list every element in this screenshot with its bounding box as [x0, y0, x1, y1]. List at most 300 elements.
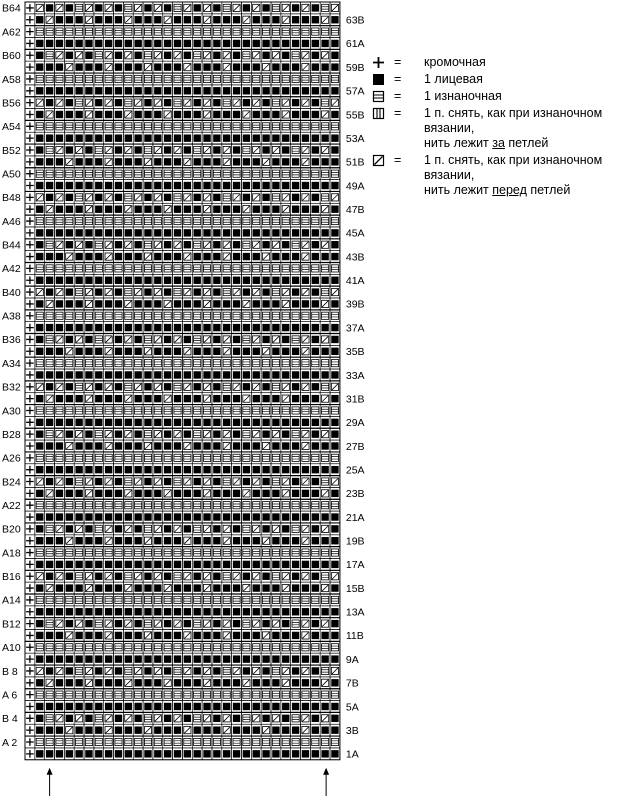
- purl-mark: [331, 217, 338, 224]
- purl-mark: [135, 407, 142, 414]
- knit-mark: [46, 561, 53, 568]
- purl-mark: [95, 407, 102, 414]
- knit-mark: [272, 40, 279, 47]
- purl-mark: [36, 502, 43, 509]
- knit-mark: [144, 561, 151, 568]
- purl-mark: [144, 525, 151, 532]
- knit-mark: [75, 395, 82, 402]
- purl-mark: [135, 360, 142, 367]
- knit-mark: [134, 241, 141, 248]
- knit-mark: [66, 490, 73, 497]
- knit-mark: [125, 608, 132, 615]
- knit-mark: [262, 182, 269, 189]
- purl-mark: [184, 738, 191, 745]
- purl-mark: [95, 620, 102, 627]
- purl-mark: [233, 549, 240, 556]
- knit-mark: [194, 371, 201, 378]
- knit-mark: [272, 703, 279, 710]
- purl-mark: [174, 549, 181, 556]
- knit-mark: [134, 111, 141, 118]
- knit-mark: [85, 182, 92, 189]
- knit-mark: [125, 703, 132, 710]
- purl-mark: [76, 360, 83, 367]
- purl-mark: [105, 407, 112, 414]
- knit-mark: [331, 490, 338, 497]
- purl-mark: [223, 123, 230, 130]
- purl-mark: [243, 691, 250, 698]
- purl-mark: [135, 549, 142, 556]
- knit-mark: [184, 241, 191, 248]
- purl-mark: [233, 691, 240, 698]
- knit-mark: [36, 750, 43, 757]
- knit-mark: [243, 703, 250, 710]
- purl-mark: [302, 170, 309, 177]
- purl-mark: [194, 123, 201, 130]
- knit-mark: [36, 336, 43, 343]
- knit-mark: [36, 715, 43, 722]
- knit-mark: [213, 466, 220, 473]
- knit-mark: [262, 395, 269, 402]
- knit-mark: [194, 40, 201, 47]
- knit-mark: [56, 206, 63, 213]
- knit-mark: [75, 371, 82, 378]
- knit-mark: [331, 134, 338, 141]
- knit-mark: [85, 513, 92, 520]
- knit-mark: [302, 182, 309, 189]
- purl-mark: [95, 52, 102, 59]
- knit-mark: [272, 277, 279, 284]
- knit-mark: [282, 430, 289, 437]
- knit-mark: [233, 40, 240, 47]
- knit-mark: [292, 206, 299, 213]
- knit-mark: [174, 348, 181, 355]
- knit-mark: [331, 525, 338, 532]
- knit-mark: [223, 608, 230, 615]
- purl-mark: [322, 644, 329, 651]
- purl-mark: [135, 312, 142, 319]
- knit-mark: [75, 63, 82, 70]
- knit-mark: [213, 99, 220, 106]
- knit-mark: [95, 288, 102, 295]
- purl-mark: [115, 312, 122, 319]
- knit-mark: [223, 703, 230, 710]
- purl-mark: [36, 123, 43, 130]
- purl-mark: [184, 360, 191, 367]
- knit-mark: [46, 348, 53, 355]
- knit-mark: [184, 703, 191, 710]
- knit-mark: [213, 348, 220, 355]
- knit-mark: [184, 513, 191, 520]
- knit-mark: [312, 383, 319, 390]
- purl-mark: [203, 502, 210, 509]
- knit-mark: [292, 726, 299, 733]
- knit-mark: [184, 655, 191, 662]
- knit-mark: [164, 336, 171, 343]
- knit-mark: [292, 679, 299, 686]
- knit-mark: [272, 16, 279, 23]
- purl-mark: [125, 667, 132, 674]
- knit-mark: [95, 632, 102, 639]
- purl-mark: [154, 644, 161, 651]
- knit-mark: [262, 620, 269, 627]
- purl-mark: [272, 288, 279, 295]
- knit-mark: [105, 608, 112, 615]
- knit-mark: [115, 241, 122, 248]
- knit-mark: [194, 111, 201, 118]
- knit-mark: [174, 466, 181, 473]
- purl-mark: [95, 360, 102, 367]
- knit-mark: [262, 478, 269, 485]
- knit-mark: [321, 726, 328, 733]
- knit-mark: [302, 324, 309, 331]
- knit-mark: [75, 277, 82, 284]
- knit-mark: [321, 182, 328, 189]
- purl-mark: [154, 360, 161, 367]
- knit-mark: [223, 750, 230, 757]
- knit-mark: [262, 99, 269, 106]
- purl-mark: [174, 75, 181, 82]
- knit-mark: [144, 87, 151, 94]
- knit-mark: [56, 16, 63, 23]
- purl-mark: [105, 691, 112, 698]
- knit-mark: [56, 703, 63, 710]
- knit-mark: [184, 490, 191, 497]
- knit-mark: [233, 525, 240, 532]
- purl-mark: [144, 360, 151, 367]
- purl-mark: [46, 241, 53, 248]
- purl-mark: [322, 360, 329, 367]
- purl-mark: [243, 312, 250, 319]
- knit-mark: [233, 348, 240, 355]
- purl-mark: [36, 454, 43, 461]
- purl-mark: [203, 596, 210, 603]
- knit-mark: [144, 750, 151, 757]
- knit-mark: [194, 99, 201, 106]
- purl-mark: [233, 170, 240, 177]
- purl-mark: [292, 336, 299, 343]
- knit-mark: [213, 478, 220, 485]
- knit-mark: [125, 229, 132, 236]
- knit-mark: [174, 158, 181, 165]
- purl-mark: [292, 525, 299, 532]
- knit-mark: [331, 715, 338, 722]
- knit-mark: [144, 419, 151, 426]
- purl-mark: [154, 549, 161, 556]
- purl-mark: [292, 620, 299, 627]
- purl-mark: [331, 738, 338, 745]
- purl-mark: [184, 170, 191, 177]
- knit-mark: [56, 632, 63, 639]
- knit-mark: [134, 537, 141, 544]
- knit-mark: [243, 573, 250, 580]
- purl-mark: [262, 407, 269, 414]
- knit-mark: [75, 348, 82, 355]
- purl-mark: [76, 454, 83, 461]
- purl-mark: [115, 407, 122, 414]
- knit-mark: [253, 608, 260, 615]
- knit-mark: [46, 513, 53, 520]
- purl-mark: [213, 454, 220, 461]
- purl-mark: [105, 170, 112, 177]
- purl-mark: [312, 170, 319, 177]
- knit-mark: [134, 146, 141, 153]
- knit-mark: [321, 537, 328, 544]
- purl-mark: [282, 123, 289, 130]
- knit-mark: [105, 16, 112, 23]
- purl-mark: [76, 407, 83, 414]
- knit-mark: [223, 277, 230, 284]
- knit-mark: [184, 715, 191, 722]
- purl-mark: [66, 265, 73, 272]
- knit-mark: [302, 371, 309, 378]
- knit-mark: [203, 750, 210, 757]
- knit-mark: [203, 182, 210, 189]
- purl-mark: [85, 265, 92, 272]
- knit-mark: [253, 655, 260, 662]
- purl-mark: [76, 217, 83, 224]
- knit-mark: [154, 348, 161, 355]
- knit-mark: [184, 750, 191, 757]
- purl-mark: [76, 596, 83, 603]
- purl-mark: [184, 123, 191, 130]
- purl-mark: [322, 691, 329, 698]
- knit-mark: [262, 111, 269, 118]
- knit-mark: [36, 40, 43, 47]
- knit-mark: [85, 277, 92, 284]
- knit-mark: [213, 63, 220, 70]
- knit-mark: [253, 513, 260, 520]
- knit-mark: [66, 573, 73, 580]
- knit-mark: [213, 525, 220, 532]
- knit-mark: [66, 584, 73, 591]
- knit-mark: [125, 277, 132, 284]
- knit-mark: [174, 750, 181, 757]
- knit-mark: [134, 395, 141, 402]
- knit-mark: [85, 336, 92, 343]
- purl-mark: [272, 99, 279, 106]
- purl-mark: [253, 75, 260, 82]
- knit-mark: [312, 146, 319, 153]
- knit-mark: [312, 679, 319, 686]
- purl-mark: [76, 123, 83, 130]
- knit-mark: [125, 632, 132, 639]
- knit-mark: [223, 111, 230, 118]
- knit-mark: [154, 63, 161, 70]
- knit-mark: [164, 63, 171, 70]
- purl-mark: [194, 431, 201, 438]
- purl-mark: [194, 407, 201, 414]
- purl-mark: [233, 312, 240, 319]
- purl-mark: [66, 454, 73, 461]
- knit-mark: [331, 87, 338, 94]
- knit-mark: [164, 288, 171, 295]
- knit-mark: [282, 750, 289, 757]
- purl-mark: [76, 312, 83, 319]
- knit-mark: [184, 134, 191, 141]
- knit-mark: [174, 703, 181, 710]
- purl-mark: [174, 123, 181, 130]
- knit-mark: [194, 288, 201, 295]
- purl-mark: [233, 502, 240, 509]
- knit-mark: [223, 513, 230, 520]
- purl-mark: [223, 478, 230, 485]
- knit-mark: [164, 99, 171, 106]
- knit-mark: [115, 525, 122, 532]
- purl-mark: [223, 99, 230, 106]
- knit-mark: [262, 300, 269, 307]
- purl-mark: [272, 265, 279, 272]
- knit-mark: [282, 513, 289, 520]
- purl-mark: [243, 431, 250, 438]
- purl-mark: [302, 360, 309, 367]
- knit-mark: [95, 158, 102, 165]
- purl-mark: [243, 28, 250, 35]
- knit-mark: [233, 253, 240, 260]
- purl-mark: [144, 644, 151, 651]
- knit-mark: [213, 750, 220, 757]
- purl-mark: [46, 75, 53, 82]
- knit-mark: [105, 134, 112, 141]
- knit-mark: [272, 63, 279, 70]
- purl-mark: [331, 123, 338, 130]
- knit-mark: [302, 490, 309, 497]
- knit-mark: [66, 478, 73, 485]
- purl-mark: [105, 75, 112, 82]
- knit-mark: [243, 182, 250, 189]
- purl-mark: [322, 75, 329, 82]
- purl-mark: [115, 502, 122, 509]
- knit-mark: [95, 4, 102, 11]
- knit-mark: [75, 679, 82, 686]
- knit-mark: [223, 206, 230, 213]
- purl-mark: [154, 502, 161, 509]
- knit-mark: [134, 419, 141, 426]
- knit-mark: [331, 111, 338, 118]
- knit-mark: [154, 182, 161, 189]
- purl-mark: [135, 502, 142, 509]
- knit-mark: [144, 513, 151, 520]
- knit-mark: [164, 229, 171, 236]
- knit-mark: [95, 679, 102, 686]
- knit-mark: [253, 63, 260, 70]
- purl-mark: [154, 738, 161, 745]
- knit-mark: [125, 253, 132, 260]
- knit-mark: [134, 715, 141, 722]
- knit-mark: [292, 288, 299, 295]
- knit-mark: [253, 703, 260, 710]
- knit-mark: [194, 16, 201, 23]
- knit-mark: [105, 40, 112, 47]
- purl-mark: [194, 502, 201, 509]
- knit-mark: [331, 146, 338, 153]
- purl-mark: [312, 123, 319, 130]
- knit-mark: [134, 63, 141, 70]
- knit-mark: [154, 300, 161, 307]
- knit-mark: [36, 620, 43, 627]
- knit-mark: [134, 620, 141, 627]
- purl-mark: [66, 123, 73, 130]
- knit-mark: [312, 87, 319, 94]
- knit-mark: [262, 87, 269, 94]
- knit-mark: [292, 4, 299, 11]
- knit-mark: [46, 40, 53, 47]
- purl-mark: [203, 454, 210, 461]
- purl-mark: [125, 549, 132, 556]
- purl-mark: [203, 75, 210, 82]
- knit-mark: [302, 466, 309, 473]
- knit-mark: [36, 16, 43, 23]
- knit-mark: [312, 229, 319, 236]
- knit-mark: [164, 371, 171, 378]
- purl-mark: [194, 217, 201, 224]
- knit-mark: [312, 134, 319, 141]
- knit-mark: [253, 253, 260, 260]
- knit-mark: [233, 52, 240, 59]
- knit-mark: [66, 419, 73, 426]
- purl-mark: [302, 502, 309, 509]
- purl-mark: [154, 170, 161, 177]
- purl-mark: [46, 502, 53, 509]
- knit-mark: [292, 111, 299, 118]
- purl-mark: [302, 265, 309, 272]
- knit-mark: [312, 395, 319, 402]
- knit-mark: [105, 490, 112, 497]
- knit-mark: [164, 750, 171, 757]
- knit-mark: [233, 146, 240, 153]
- purl-mark: [56, 75, 63, 82]
- purl-mark: [125, 691, 132, 698]
- purl-mark: [135, 28, 142, 35]
- purl-mark: [292, 217, 299, 224]
- knit-mark: [184, 229, 191, 236]
- knit-mark: [321, 442, 328, 449]
- purl-mark: [46, 620, 53, 627]
- knit-mark: [56, 253, 63, 260]
- knit-mark: [194, 63, 201, 70]
- purl-mark: [95, 502, 102, 509]
- knit-mark: [213, 146, 220, 153]
- knit-mark: [213, 182, 220, 189]
- purl-mark: [105, 312, 112, 319]
- knit-mark: [36, 561, 43, 568]
- knit-mark: [213, 419, 220, 426]
- purl-mark: [223, 667, 230, 674]
- knit-mark: [115, 573, 122, 580]
- knit-mark: [223, 466, 230, 473]
- knit-mark: [125, 348, 132, 355]
- purl-mark: [135, 644, 142, 651]
- purl-mark: [331, 454, 338, 461]
- knit-mark: [233, 679, 240, 686]
- knit-mark: [144, 134, 151, 141]
- purl-mark: [243, 502, 250, 509]
- knit-mark: [292, 490, 299, 497]
- knit-mark: [194, 383, 201, 390]
- knit-mark: [233, 182, 240, 189]
- knit-mark: [105, 324, 112, 331]
- knit-mark: [36, 87, 43, 94]
- purl-mark: [312, 360, 319, 367]
- knit-mark: [134, 300, 141, 307]
- knit-mark: [233, 655, 240, 662]
- knit-mark: [134, 348, 141, 355]
- purl-mark: [312, 644, 319, 651]
- purl-mark: [144, 28, 151, 35]
- knit-mark: [115, 371, 122, 378]
- knit-mark: [56, 490, 63, 497]
- knit-mark: [95, 561, 102, 568]
- knit-mark: [56, 134, 63, 141]
